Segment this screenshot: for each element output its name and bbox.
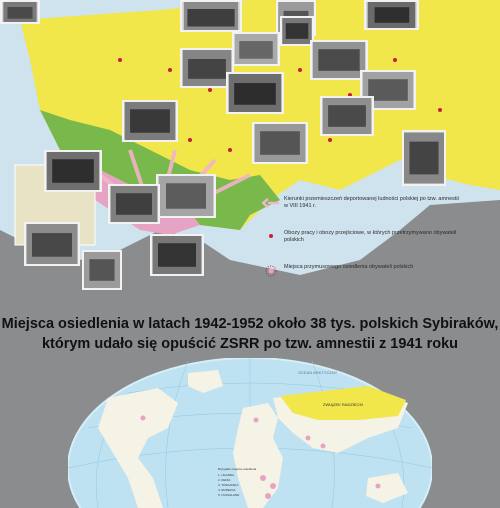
section-title [0, 314, 500, 354]
photo-9 [226, 72, 284, 114]
settlement-item: 1. UGANDA [218, 473, 235, 477]
photo-4 [364, 0, 419, 30]
legend-row-camps [262, 230, 462, 254]
legend-row-settlements [262, 264, 462, 288]
legend-text-settlements: Miejsca przymusowego osiedlenia obywateli polskich [284, 264, 414, 270]
ocean-label: OCEAN ARKTYCZNY [298, 370, 338, 375]
photo-12 [122, 100, 178, 142]
photo-14 [402, 130, 446, 186]
photo-6 [280, 16, 314, 46]
photo-17 [108, 184, 160, 224]
photo-15 [44, 150, 102, 192]
settlement-item: 2. KENIA [218, 478, 231, 482]
settlement-item: 3. TANGANIKA [218, 483, 239, 487]
settlement-item: 5. NYASALAND [218, 493, 240, 497]
world-map [68, 358, 432, 508]
arrow-icon [262, 196, 280, 210]
title-line-2: którym udało się opuścić ZSRR po tzw. amnestii z 1941 roku [41, 336, 459, 352]
region-label: ZWIĄZEK RADZIECKI [323, 402, 364, 407]
legend-text-camps: Obozy pracy i obozy przejściowe, w których przetrzymywano obywateli polskich [284, 230, 457, 243]
photo-1 [0, 0, 40, 24]
red-dot-icon [262, 230, 280, 244]
photo-13 [252, 122, 308, 164]
title-line-1: Miejsca osiedlenia w latach 1942-1952 około 38 tys. polskich Sybiraków, [1, 316, 499, 332]
photo-16 [156, 174, 216, 218]
photo-20 [150, 234, 204, 276]
legend-text-arrows: Kierunki przemieszczeń deportowanej ludności polskiej po tzw. amnestii w VIII 1941 r. [284, 196, 459, 209]
settlement-item: 4. RODEZJA [218, 488, 236, 492]
photo-2 [180, 0, 242, 32]
map-legend [262, 196, 462, 298]
photo-19 [82, 250, 122, 290]
settlement-table-header: Brytyjskie miejsca osiedlenia [218, 467, 257, 471]
photo-18 [24, 222, 80, 266]
photo-5 [232, 32, 280, 66]
photo-11 [320, 96, 374, 136]
dotted-circle-icon [262, 264, 280, 278]
legend-row-arrows [262, 196, 462, 220]
